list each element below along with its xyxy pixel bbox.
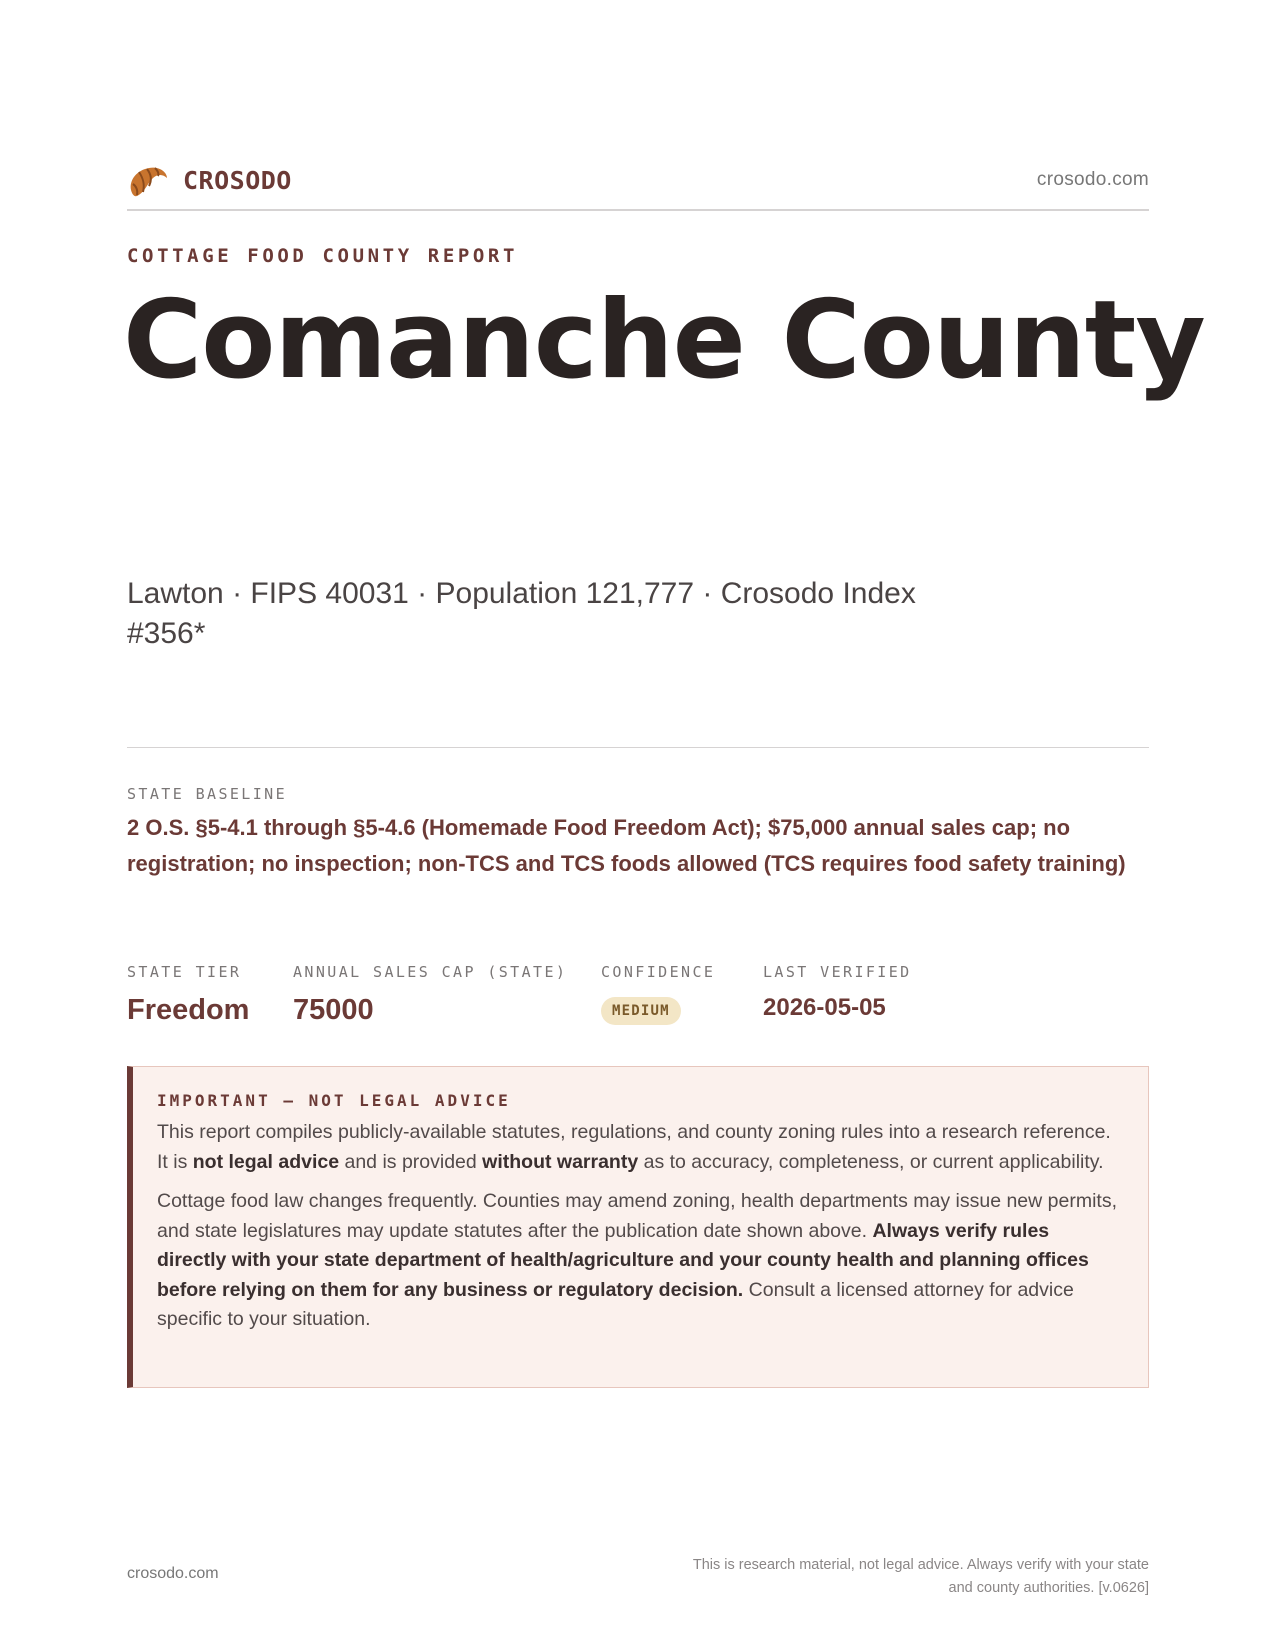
footer-disclaimer-line-1: This is research material, not legal advice. Always verify with your state [692,1557,1149,1573]
stat-annual-sales-cap [293,963,567,1027]
county-subtitle [127,574,927,654]
confidence-badge: MEDIUM [601,997,681,1025]
page-title: Comanche County [123,278,1205,403]
disclaimer-paragraph-1 [157,1118,1122,1177]
disclaimer-text: and is provided [339,1150,483,1173]
report-eyebrow: COTTAGE FOOD COUNTY REPORT [127,245,519,267]
footer-disclaimer [629,1554,1149,1600]
sales-cap-label: ANNUAL SALES CAP (STATE) [293,963,568,981]
report-page [123,0,1205,1650]
stats-row [127,963,1149,1033]
last-verified-label: LAST VERIFIED [763,963,912,981]
brand[interactable] [127,160,292,200]
state-tier-value: Freedom [127,994,250,1026]
disclaimer-emphasis: Always verify rules directly with your state department of health/agriculture and your county health and planning offices before relying on them for any business or regulatory decision. [157,1219,1089,1301]
disclaimer-text: Cottage food law changes frequently. Counties may amend zoning, health departments may issue new permits, and state legislatures may update statutes after the publication date shown above. [157,1190,1117,1242]
disclaimer-emphasis: not legal advice [192,1150,340,1173]
state-baseline-label: STATE BASELINE [127,785,288,803]
header-divider [127,209,1149,211]
footer-site-link[interactable]: crosodo.com [127,1565,219,1582]
stat-confidence [601,963,715,1025]
croissant-icon [127,160,169,200]
brand-name: CROSODO [183,165,292,195]
last-verified-value: 2026-05-05 [763,994,886,1021]
disclaimer-text: This report compiles publicly-available statutes, regulations, and county zoning rules into a research reference. It is [157,1121,1111,1173]
disclaimer-text: as to accuracy, completeness, or current applicability. [638,1150,1104,1173]
footer-disclaimer-line-2: and county authorities. [v.0626] [948,1580,1149,1596]
state-tier-label: STATE TIER [127,963,242,981]
disclaimer-emphasis: without warranty [482,1150,639,1173]
disclaimer-title: IMPORTANT — NOT LEGAL ADVICE [157,1091,511,1110]
sales-cap-value: 75000 [293,994,374,1026]
header-site-link[interactable]: crosodo.com [1036,169,1149,190]
subtitle-line-1: Lawton · FIPS 40031 · Population 121,777 · Crosodo Index [127,577,916,610]
page-header [127,160,1149,200]
legal-disclaimer-box [127,1066,1149,1388]
disclaimer-text: Consult a licensed attorney for advice specific to your situation. [157,1278,1074,1330]
disclaimer-paragraph-2 [157,1187,1122,1335]
stat-state-tier [127,963,249,1027]
subtitle-line-2: #356* [127,617,206,650]
confidence-label: CONFIDENCE [601,963,716,981]
state-baseline-text: 2 O.S. §5-4.1 through §5-4.6 (Homemade Food Freedom Act); $75,000 annual sales cap; no registration; no inspection; non-TCS and TCS foods allowed (TCS requires food safety training) [127,815,1126,876]
section-divider [127,747,1149,748]
stat-last-verified [763,963,912,1022]
